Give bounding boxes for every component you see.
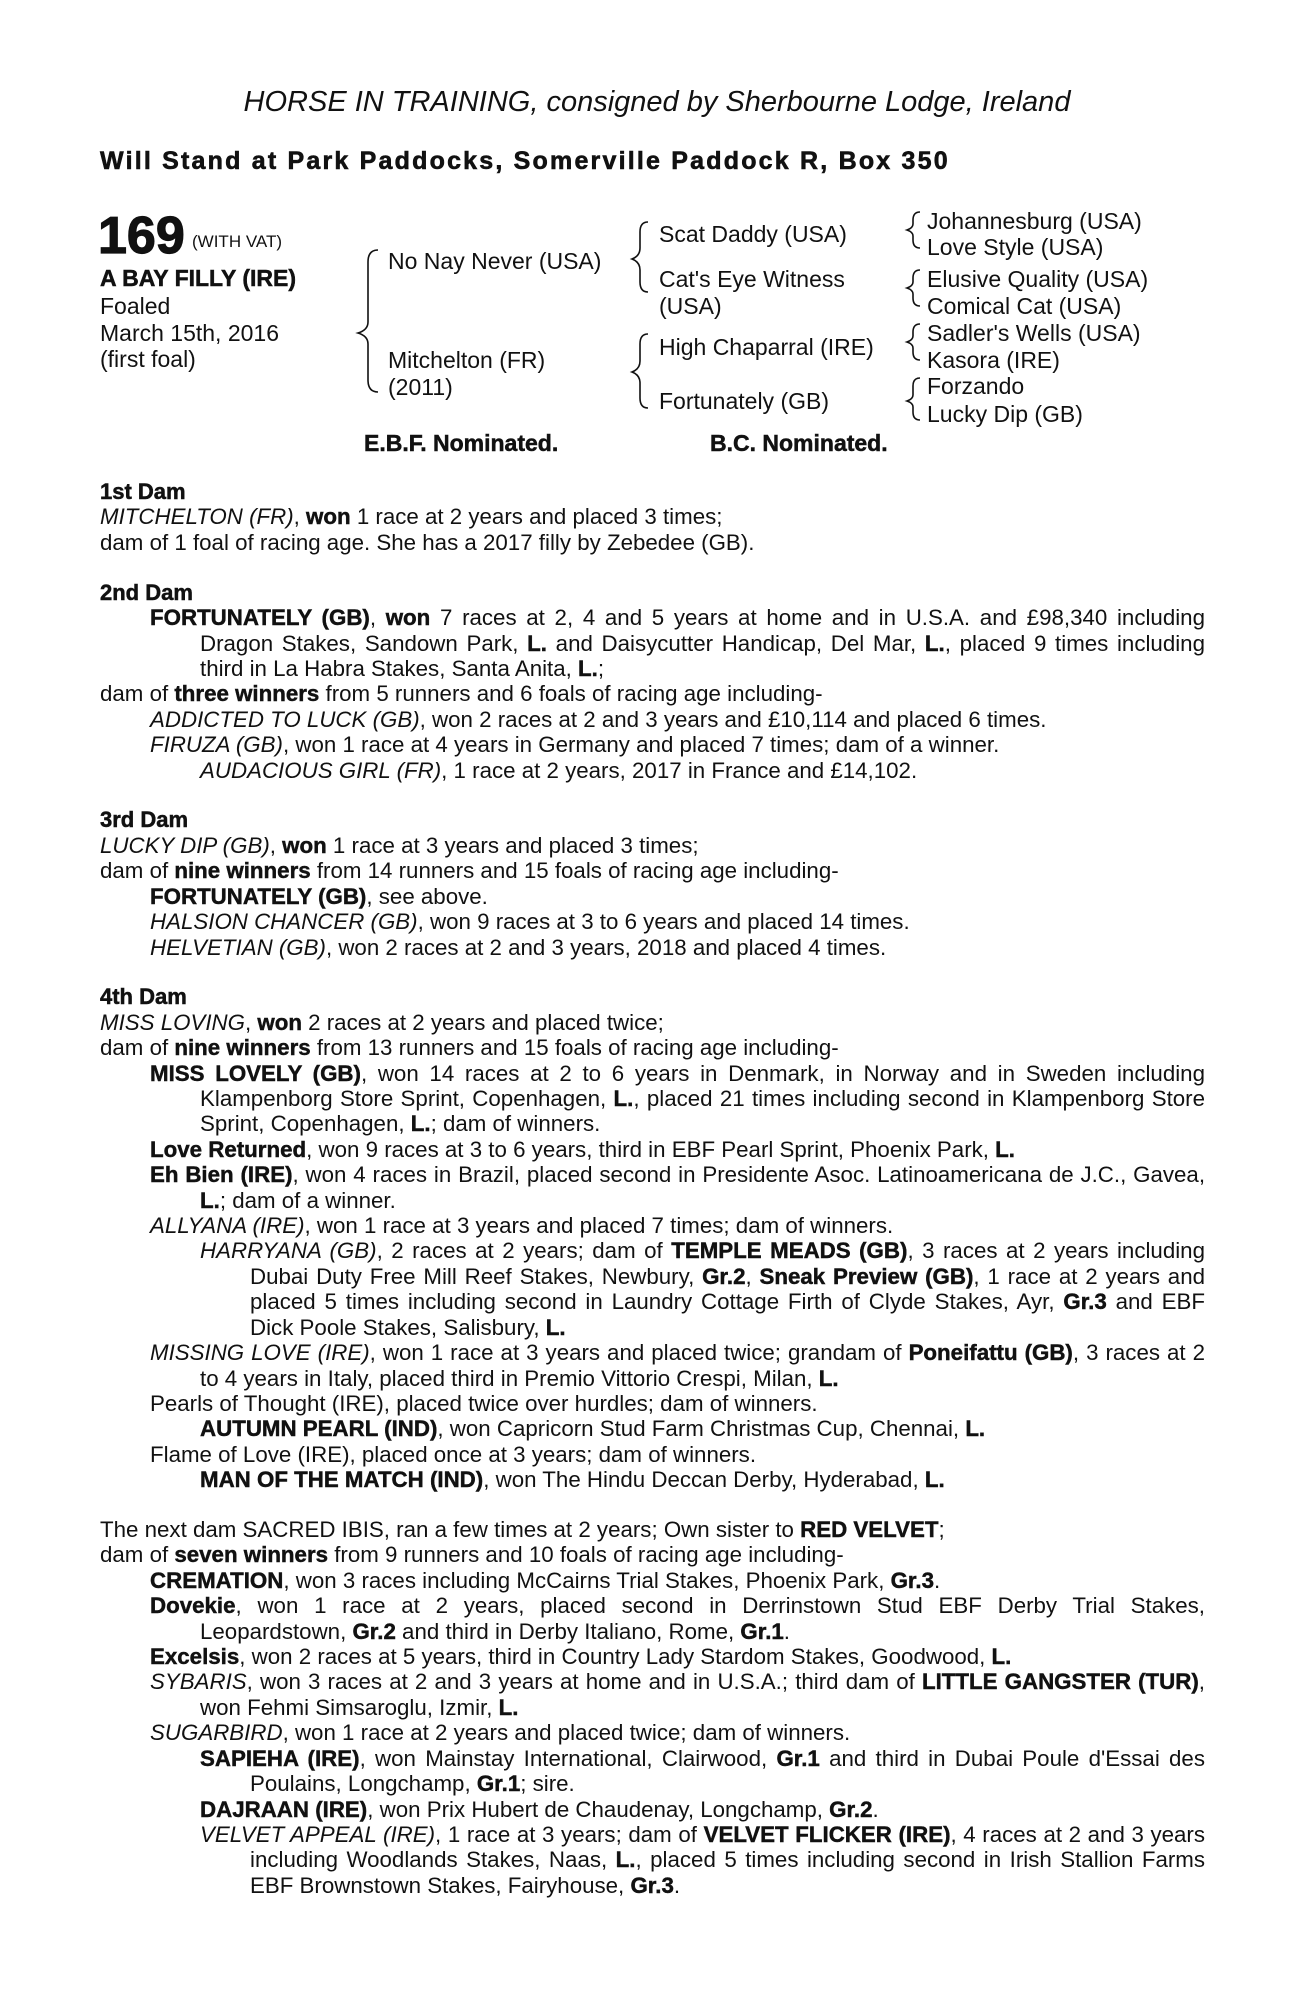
next-dam-section (100, 1517, 1205, 1898)
first-foal-note: (first foal) (100, 346, 196, 372)
bc-nominated: B.C. Nominated. (710, 430, 888, 456)
progeny-entry: Love Returned, won 9 races at 3 to 6 years, third in EBF Pearl Sprint, Phoenix Park, L. (150, 1136, 1015, 1162)
progeny-entry: Excelsis, won 2 races at 5 years, third in Country Lady Stardom Stakes, Goodwood, L. (150, 1644, 1012, 1670)
ebf-nominated: E.B.F. Nominated. (364, 430, 559, 456)
vat-note: (WITH VAT) (192, 232, 283, 251)
sire-name: No Nay Never (USA) (388, 248, 602, 274)
foaled-date: March 15th, 2016 (100, 320, 280, 346)
progeny-entry: FORTUNATELY (GB), see above. (150, 883, 488, 909)
section-heading: 1st Dam (100, 479, 186, 504)
dam-name: Mitchelton (FR) (388, 347, 546, 373)
progeny-entry: ADDICTED TO LUCK (GB), won 2 races at 2 and 3 years and £10,114 and placed 6 times. (150, 706, 1047, 732)
progeny-entry: DAJRAAN (IRE), won Prix Hubert de Chaudenay, Longchamp, Gr.2. (200, 1796, 879, 1822)
produce-summary: dam of nine winners from 13 runners and 15 foals of racing age including- (100, 1035, 839, 1061)
progeny-entry: HARRYANA (GB), 2 races at 2 years; dam of TEMPLE MEADS (GB), 3 races at 2 years including Dubai Duty Free Mill Reef Stakes, Newbury, Gr.2, Sneak Preview (GB), 1 race at 2 years and placed 5 times including second in Laundry Cottage Firth of Clyde Stakes, Ayr, Gr.3 and EBF Dick Poole Stakes, Salisbury, L. (200, 1238, 1205, 1340)
dam-dam: Fortunately (GB) (659, 388, 829, 414)
dam-record: The next dam SACRED IBIS, ran a few times at 2 years; Own sister to RED VELVET; (100, 1517, 945, 1543)
progeny-entry: MISSING LOVE (IRE), won 1 race at 3 years and placed twice; grandam of Poneifattu (GB), 3 races at 2 to 4 years in Italy, placed third in Premio Vittorio Crespi, Milan, L. (150, 1340, 1205, 1391)
sire-dam-country: (USA) (659, 293, 722, 319)
progeny-entry: AUDACIOUS GIRL (FR), 1 race at 2 years, 2017 in France and £14,102. (200, 757, 918, 783)
fourth-dam-section (100, 984, 1205, 1492)
second-dam-section (100, 580, 1205, 783)
progeny-entry: Pearls of Thought (IRE), placed twice over hurdles; dam of winners. (150, 1390, 818, 1416)
progeny-entry: AUTUMN PEARL (IND), won Capricorn Stud Farm Christmas Cup, Chennai, L. (200, 1416, 986, 1442)
lot-number: 169 (98, 207, 185, 265)
dam-record: FORTUNATELY (GB), won 7 races at 2, 4 and 5 years at home and in U.S.A. and £98,340 including Dragon Stakes, Sandown Park, L. and Daisycutter Handicap, Del Mar, L., placed 9 times including third in La Habra Stakes, Santa Anita, L.; (150, 605, 1205, 681)
horse-name: A BAY FILLY (IRE) (100, 265, 296, 291)
produce-summary: dam of 1 foal of racing age. She has a 2017 filly by Zebedee (GB). (100, 529, 755, 555)
progeny-entry: Flame of Love (IRE), placed once at 3 years; dam of winners. (150, 1441, 757, 1467)
section-heading: 2nd Dam (100, 579, 193, 605)
section-heading: 4th Dam (100, 984, 187, 1010)
page-title: HORSE IN TRAINING, consigned by Sherbourne Lodge, Ireland (243, 86, 1071, 118)
progeny-entry: Dovekie, won 1 race at 2 years, placed second in Derrinstown Stud EBF Derby Trial Stakes, Leopardstown, Gr.2 and third in Derby Italiano, Rome, Gr.1. (150, 1593, 1205, 1644)
progeny-entry: SAPIEHA (IRE), won Mainstay International, Clairwood, Gr.1 and third in Dubai Poule d'Essai des Poulains, Longchamp, Gr.1; sire. (200, 1745, 1205, 1797)
dam-record: MISS LOVING, won 2 races at 2 years and placed twice; (100, 1009, 664, 1035)
granddam-3: Kasora (IRE) (927, 347, 1060, 373)
pedigree-table (0, 0, 1314, 470)
sire-sire: Scat Daddy (USA) (659, 221, 847, 247)
progeny-entry: HALSION CHANCER (GB), won 9 races at 3 to 6 years and placed 14 times. (150, 909, 910, 935)
progeny-entry: CREMATION, won 3 races including McCairns Trial Stakes, Phoenix Park, Gr.3. (150, 1567, 941, 1593)
granddam-2: Comical Cat (USA) (927, 293, 1122, 319)
sire-dam: Cat's Eye Witness (659, 266, 845, 292)
granddam-4: Lucky Dip (GB) (927, 401, 1083, 427)
grandsire-4: Forzando (927, 373, 1025, 399)
produce-summary: dam of three winners from 5 runners and 6 foals of racing age including- (100, 681, 823, 707)
produce-summary: dam of seven winners from 9 runners and 10 foals of racing age including- (100, 1542, 844, 1568)
horse-name: MITCHELTON (FR) (100, 504, 294, 530)
progeny-entry: SUGARBIRD, won 1 race at 2 years and placed twice; dam of winners. (150, 1720, 851, 1746)
pedigree-brackets (0, 0, 1314, 470)
dam-year: (2011) (388, 374, 453, 400)
progeny-entry: FIRUZA (GB), won 1 race at 4 years in Germany and placed 7 times; dam of a winner. (150, 732, 1000, 758)
progeny-entry: HELVETIAN (GB), won 2 races at 2 and 3 years, 2018 and placed 4 times. (150, 934, 887, 960)
dam-record: LUCKY DIP (GB), won 1 race at 3 years and placed 3 times; (100, 832, 699, 858)
first-dam-section (100, 479, 1205, 555)
progeny-entry: VELVET APPEAL (IRE), 1 race at 3 years; dam of VELVET FLICKER (IRE), 4 races at 2 and 3 years including Woodlands Stakes, Naas, L., placed 5 times including second in Irish Stallion Farms EBF Brownstown Stakes, Fairyhouse, Gr.3. (200, 1821, 1205, 1898)
produce-record (100, 479, 1205, 1923)
grandsire-3: Sadler's Wells (USA) (927, 320, 1141, 346)
dam-record: MITCHELTON (FR), won 1 race at 2 years and placed 3 times; (100, 504, 723, 530)
progeny-entry: SYBARIS, won 3 races at 2 and 3 years at home and in U.S.A.; third dam of LITTLE GANGSTER (TUR), won Fehmi Simsaroglu, Izmir, L. (150, 1669, 1205, 1720)
produce-summary: dam of nine winners from 14 runners and 15 foals of racing age including- (100, 858, 839, 884)
foaled-label: Foaled (100, 293, 171, 319)
stable-location: Will Stand at Park Paddocks, Somerville Paddock R, Box 350 (100, 147, 950, 175)
progeny-entry: MAN OF THE MATCH (IND), won The Hindu Deccan Derby, Hyderabad, L. (200, 1467, 945, 1493)
progeny-entry: Eh Bien (IRE), won 4 races in Brazil, placed second in Presidente Asoc. Latinoamericana de J.C., Gavea, L.; dam of a winner. (150, 1162, 1206, 1213)
progeny-entry: ALLYANA (IRE), won 1 race at 3 years and placed 7 times; dam of winners. (150, 1213, 894, 1239)
third-dam-section (100, 807, 1205, 959)
progeny-entry: MISS LOVELY (GB), won 14 races at 2 to 6 years in Denmark, in Norway and in Sweden including Klampenborg Store Sprint, Copenhagen, L., placed 21 times including second in Klampenborg Store Sprint, Copenhagen, L.; dam of winners. (150, 1060, 1205, 1137)
grandsire-2: Elusive Quality (USA) (927, 266, 1149, 292)
section-heading: 3rd Dam (100, 807, 189, 833)
granddam-1: Love Style (USA) (927, 234, 1104, 260)
dam-sire: High Chaparral (IRE) (659, 334, 874, 360)
grandsire-1: Johannesburg (USA) (927, 208, 1142, 234)
